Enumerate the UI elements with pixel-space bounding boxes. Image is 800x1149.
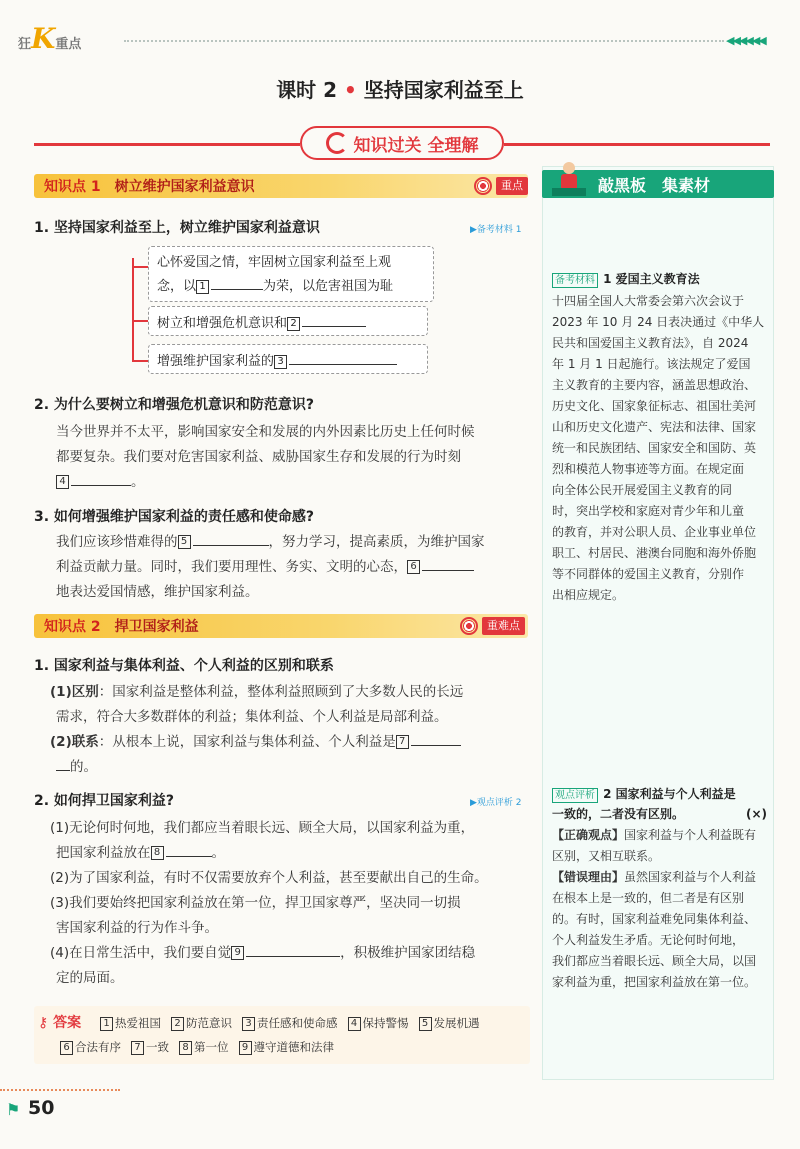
sidebar-item-2-title (552, 783, 767, 803)
answer-text: 第一位 (194, 1040, 229, 1054)
kp1-question-3: 3. 如何增强维护国家利益的责任感和使命感? (34, 509, 315, 525)
blank-number: 7 (131, 1041, 144, 1055)
kp1-label: 知识点 1 (44, 179, 101, 195)
text: 1 爱国主义教育法 (603, 272, 700, 286)
sidebar-text-line: 职工、村居民、港澳台同胞和海外侨胞 (552, 546, 757, 560)
kp2-question-2: 2. 如何捍卫国家利益? (34, 793, 175, 809)
kp2-question-1: 1. 国家利益与集体利益、个人利益的区别和联系 (34, 658, 334, 674)
lesson-title-text: 坚持国家利益至上 (363, 78, 524, 102)
blank-number: 1 (196, 280, 209, 294)
sidebar-text-line: 十四届全国人大常委会第六次会议于 (552, 294, 745, 308)
blank-number: 5 (178, 535, 191, 549)
kp1-question-1: 1. 坚持国家利益至上，树立维护国家利益意识 (34, 220, 320, 236)
mindmap-branch-1 (132, 266, 148, 268)
kp2-q2-line-7: 定的局面。 (56, 970, 124, 986)
blank-number: 8 (151, 846, 164, 860)
blank-9[interactable] (246, 941, 340, 957)
tag-badge: 观点评析 (552, 788, 598, 803)
answer-item (239, 1040, 335, 1054)
answer-item (242, 1016, 338, 1030)
sidebar-text-line: 烈和模范人物事迹等方面。在规定面 (552, 462, 745, 476)
page-number: 50 (28, 1097, 55, 1119)
kp2-q2-line-5: 害国家利益的行为作斗争。 (56, 920, 218, 936)
text: ，努力学习，提高素质，为维护国家 (268, 534, 485, 550)
mindmap-box-1 (148, 246, 434, 302)
target-icon (474, 177, 492, 195)
text: 增强维护国家利益的 (157, 354, 275, 369)
brand-char: 狂 (18, 37, 32, 52)
blank-number: 1 (100, 1017, 113, 1031)
sidebar-text-line: 家利益为重，把国家利益放在第一位。 (552, 975, 757, 989)
blank-number: 9 (231, 946, 244, 960)
blank-number: 6 (60, 1041, 73, 1055)
text: 2 国家利益与个人利益是 (603, 787, 736, 801)
text: 的。 (70, 759, 97, 775)
sidebar-item-1 (552, 268, 767, 606)
brand-k: K (31, 22, 56, 55)
mindmap-branch-3 (132, 360, 148, 362)
mindmap-box-1-line-1: 心怀爱国之情，牢固树立国家利益至上观 (157, 255, 392, 270)
kp1-q2-line-3 (56, 470, 526, 495)
blank-number: 5 (419, 1017, 432, 1031)
sidebar-text-line: 的教育，并对公职人员、企业事业单位 (552, 525, 757, 539)
blank-3[interactable] (289, 349, 397, 365)
header-divider (124, 40, 724, 42)
sidebar-text-line: 出相应规定。 (552, 588, 625, 602)
text: (2)联系 (50, 734, 99, 750)
text: (4)在日常生活中，我们要自觉 (50, 945, 232, 961)
blank-number: 2 (171, 1017, 184, 1031)
answer-text: 遵守道德和法律 (253, 1040, 334, 1054)
title-dot-icon: • (337, 78, 364, 102)
text: 把国家利益放在 (56, 845, 151, 861)
text: 树立和增强危机意识和 (157, 316, 288, 331)
teacher-figure-icon (552, 160, 586, 198)
blank-number: 3 (274, 355, 287, 369)
answer-item (60, 1040, 121, 1054)
section-banner (300, 126, 504, 160)
kp1-q3-line-3: 地表达爱国情感，维护国家利益。 (56, 584, 259, 600)
kp2-q1-line-1 (50, 680, 530, 705)
text: 念，以 (157, 279, 197, 294)
text: 敲黑板 集素材 (598, 175, 711, 195)
sidebar-item-2-title-2 (552, 803, 767, 825)
blank-number: 7 (396, 735, 409, 749)
kp1-q2-line-1: 当今世界并不太平，影响国家安全和发展的内外因素比历史上任何时候 (56, 424, 475, 440)
sidebar-text-line: 2023 年 10 月 24 日表决通过《中华人 (552, 315, 765, 329)
kp2-q2-line-3: (2)为了国家利益，有时不仅需要放弃个人利益，甚至要献出自己的生命。 (50, 870, 488, 886)
kp1-q1-note: ▶备考材料 1 (470, 225, 522, 235)
mindmap-spine (132, 258, 134, 362)
kp1-question-2: 2. 为什么要树立和增强危机意识和防范意识? (34, 397, 315, 413)
answer-item (419, 1016, 480, 1030)
blank-number: 9 (239, 1041, 252, 1055)
sidebar-text-line: 在根本上是一致的，但二者是有区别 (552, 891, 745, 905)
answer-text: 责任感和使命感 (257, 1016, 338, 1030)
swirl-icon (326, 132, 348, 154)
answer-title (38, 1012, 81, 1032)
blank-7[interactable] (411, 730, 461, 746)
kp2-q2-line-2 (50, 841, 535, 866)
kp2-q2-answer (50, 816, 535, 991)
header-arrows-icon: ◀◀◀◀◀◀ (726, 34, 765, 47)
blank-6[interactable] (422, 555, 474, 571)
sidebar-item-1-title (552, 268, 767, 288)
sidebar-text-line: 等不同群体的爱国主义教育，分别作 (552, 567, 745, 581)
kp2-name: 捍卫国家利益 (114, 619, 199, 635)
page-corner-decoration (0, 1089, 120, 1149)
kp2-badge: 重难点 (482, 617, 525, 635)
lesson-title (0, 74, 800, 103)
sidebar-text-line: 山和历史文化遗产、宪法和法律、国家 (552, 420, 757, 434)
key-icon: ⚷ (38, 1015, 49, 1031)
text: (1)区别 (50, 684, 99, 700)
blank-number: 8 (179, 1041, 192, 1055)
blank-4[interactable] (71, 470, 131, 486)
mindmap-branch-2 (132, 320, 148, 322)
lesson-number: 课时 2 (276, 78, 338, 102)
sidebar-text-line: 个人利益发生矛盾。无论何时何地， (552, 933, 745, 947)
kp2-q1-line-3 (50, 730, 530, 755)
kp1-badge: 重点 (496, 177, 528, 195)
text: ：国家利益是整体利益，整体利益照顾到了大多数人民的长远 (98, 684, 464, 700)
text: 利益贡献力量。同时，我们要用理性、务实、文明的心态， (56, 559, 407, 575)
kp2-label: 知识点 2 (44, 619, 101, 635)
text: 【正确观点】 (552, 828, 625, 842)
mindmap-box-1-line-2 (157, 274, 425, 298)
sidebar-text-line: 年 1 月 1 日起施行。该法规定了爱国 (552, 357, 751, 371)
answer-text: 发展机遇 (433, 1016, 480, 1030)
blank-number: 4 (56, 475, 69, 489)
text: 答案 (53, 1015, 82, 1031)
kp2-q1-line-2: 需求，符合大多数群体的利益；集体利益、个人利益是局部利益。 (56, 709, 448, 725)
brand-logo (18, 22, 126, 55)
text: 国家利益与个人利益既有 (624, 828, 757, 842)
kp2-q2-line-1: (1)无论何时何地，我们都应当着眼长远、顾全大局，以国家利益为重， (50, 820, 475, 836)
kp2-q2-line-6 (50, 941, 535, 966)
answer-text: 保持警惕 (362, 1016, 409, 1030)
mindmap-box-2 (148, 306, 428, 336)
sidebar-text-line: 民共和国爱国主义教育法》，自 2024 (552, 336, 749, 350)
kp2-q1-line-4 (50, 755, 530, 780)
text: 我们应该珍惜难得的 (56, 534, 178, 550)
text: 虽然国家利益与个人利益 (624, 870, 757, 884)
answer-item (100, 1016, 161, 1030)
kp1-q2-answer (56, 420, 526, 495)
tag-badge: 备考材料 (552, 273, 598, 288)
wrong-mark: (×) (745, 807, 767, 821)
answer-item (179, 1040, 229, 1054)
kp2-q2-note: ▶观点评析 2 (470, 798, 522, 808)
sidebar-item-2 (552, 783, 767, 993)
kp1-q3-line-2 (56, 555, 531, 580)
kp2-heading (44, 616, 199, 636)
text: 。 (131, 474, 145, 490)
answer-text: 防范意识 (186, 1016, 232, 1030)
sidebar-item-2-wrong (552, 867, 767, 888)
answer-row-1 (100, 1015, 490, 1031)
blank-number: 2 (287, 317, 300, 331)
blank-1[interactable] (211, 274, 263, 290)
kp1-q3-answer (56, 530, 531, 605)
brand-suffix: 重点 (55, 37, 82, 52)
mindmap-box-3 (148, 344, 428, 374)
text: 为荣，以危害祖国为耻 (263, 279, 394, 294)
sidebar-text-line: 我们都应当着眼长远、顾全大局，以国 (552, 954, 757, 968)
sidebar-text-line: 主义教育的主要内容，涵盖思想政治、 (552, 378, 757, 392)
blank-number: 4 (348, 1017, 361, 1031)
sidebar-text-line: 统一和民族团结、国家安全和国防、英 (552, 441, 757, 455)
blank-5[interactable] (193, 530, 269, 546)
answer-item (131, 1040, 169, 1054)
blank-number: 6 (407, 560, 420, 574)
kp1-q3-line-1 (56, 530, 531, 555)
kp2-q1-answer (50, 680, 530, 780)
text: 。 (211, 845, 225, 861)
blank-number: 3 (242, 1017, 255, 1031)
sidebar-text-line: 向全体公民开展爱国主义教育的同 (552, 483, 733, 497)
sidebar-item-1-body (552, 291, 767, 606)
text: 【错误理由】 (552, 870, 625, 884)
sidebar-item-2-correct (552, 825, 767, 846)
sidebar-text-line: 时，突出学校和家庭对青少年和儿童 (552, 504, 745, 518)
answer-item (348, 1016, 409, 1030)
target-icon (460, 617, 478, 635)
blank-2[interactable] (302, 311, 366, 327)
blank-8[interactable] (166, 841, 212, 857)
text: ，积极维护国家团结稳 (340, 945, 476, 961)
answer-text: 合法有序 (75, 1040, 121, 1054)
banner-line-right (504, 143, 770, 146)
blank-7-cont[interactable] (56, 755, 70, 771)
text: 一致的，二者没有区别。 (552, 807, 685, 821)
kp2-q2-line-4: (3)我们要始终把国家利益放在第一位，捍卫国家尊严，坚决同一切损 (50, 895, 461, 911)
kp1-q2-line-2: 都要复杂。我们要对危害国家利益、威胁国家生存和发展的行为时刻 (56, 449, 461, 465)
answer-text: 一致 (146, 1040, 169, 1054)
answer-text: 热爱祖国 (115, 1016, 161, 1030)
answer-item (171, 1016, 232, 1030)
text: ：从根本上说，国家利益与集体利益、个人利益是 (98, 734, 396, 750)
banner-line-left (34, 143, 300, 146)
kp1-name: 树立维护国家利益意识 (114, 179, 255, 195)
section-banner-text: 知识过关 全理解 (353, 135, 479, 156)
runner-icon: ⚑ (6, 1100, 21, 1119)
sidebar-text-line: 的。有时，国家利益难免同集体利益、 (552, 912, 757, 926)
kp1-heading (44, 176, 255, 196)
sidebar-item-2-correct-2: 区别，又相互联系。 (552, 849, 661, 863)
sidebar-item-2-wrong-body (552, 888, 767, 993)
answer-row-2 (60, 1039, 344, 1055)
sidebar-text-line: 历史文化、国家象征标志、祖国壮美河 (552, 399, 757, 413)
